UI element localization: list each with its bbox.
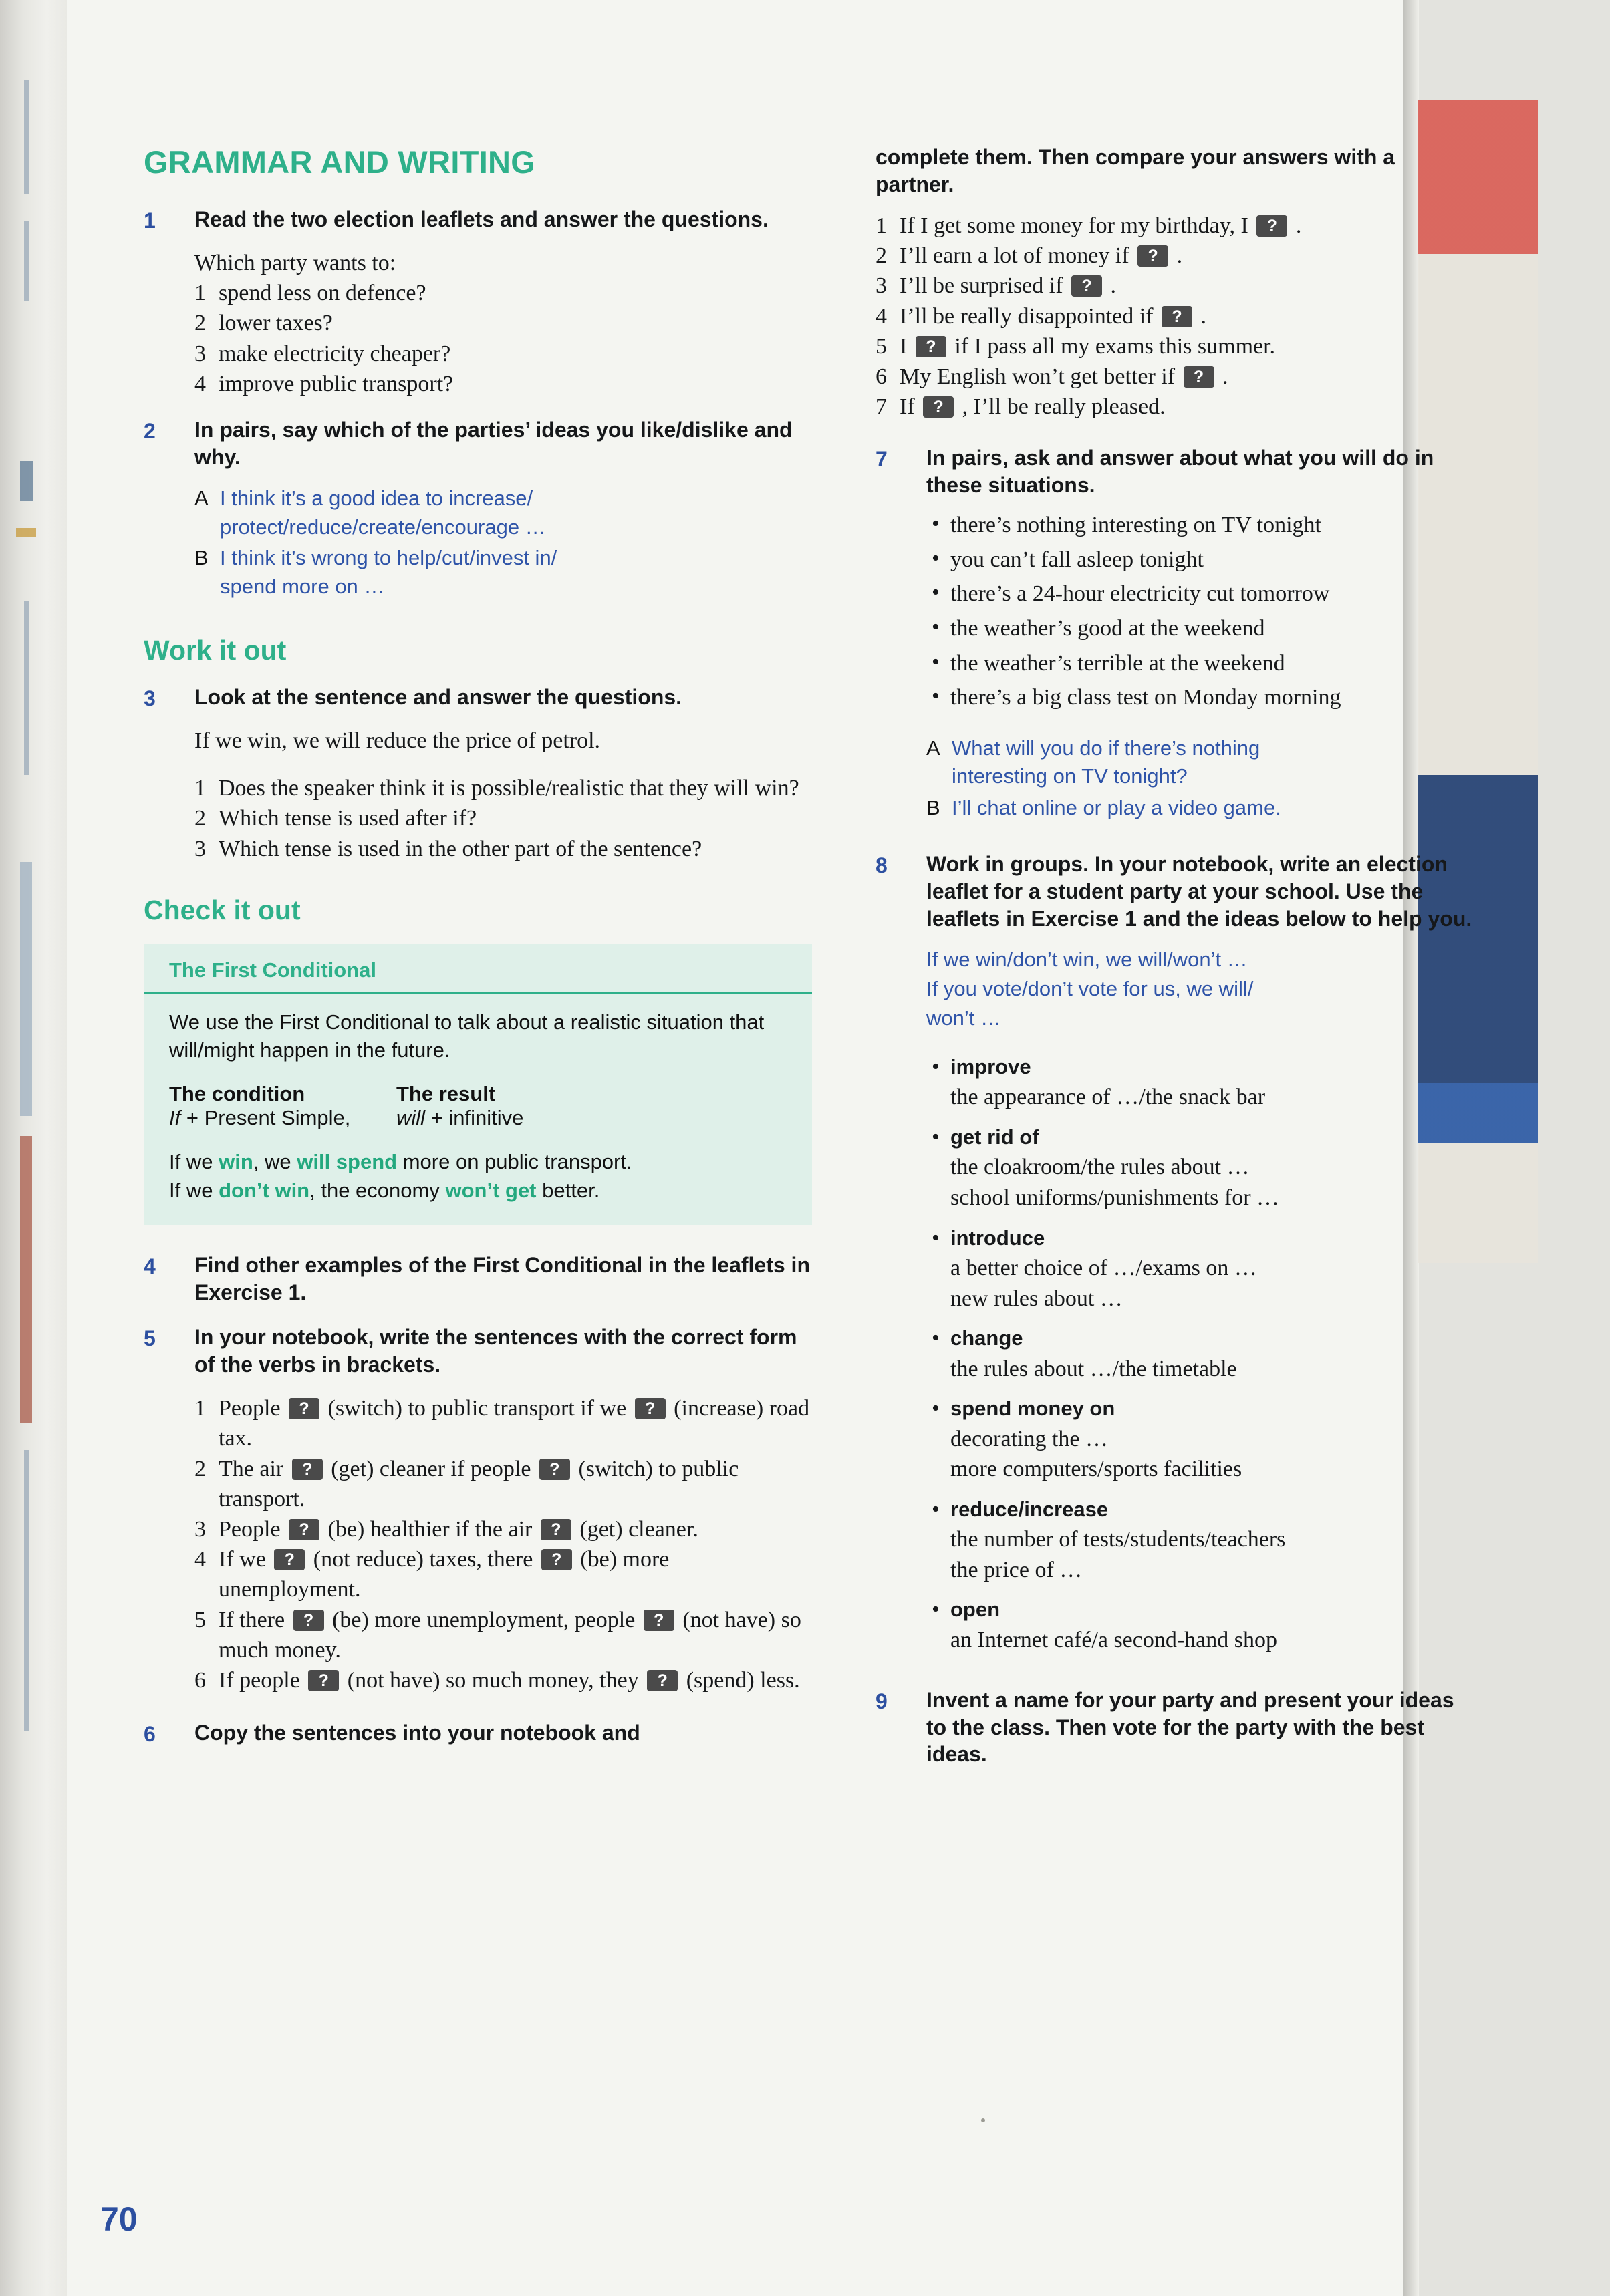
dialog-line [926,734,1477,792]
item-text: If people ? (not have) so much money, they ? (spend) less. [219,1668,800,1693]
item-number: 3 [876,273,887,299]
list-item [876,362,1477,392]
list-item [876,271,1477,301]
model-line: won’t … [926,1006,1001,1030]
dialog-text-line1: What will you do if there’s nothing [952,736,1260,760]
grammar-column-condition [169,1082,396,1130]
idea-line: the cloakroom/the rules about … [950,1155,1250,1180]
list-item [194,369,812,399]
list-item [926,1395,1477,1485]
ideas-list [926,1053,1477,1656]
grammar-box-columns [144,1064,812,1130]
item-text: If I get some money for my birthday, I ? . [900,212,1302,238]
item-text: improve public transport? [219,371,454,396]
grammar-column-result [396,1082,787,1130]
exercise-instruction: Copy the sentences into your notebook and [194,1721,640,1745]
dialog-line [194,484,812,542]
item-number: 2 [194,1456,206,1481]
question-list [194,773,812,864]
list-item: • the weather’s terrible at the weekend [926,648,1477,679]
idea-heading: • improve [950,1054,1031,1079]
idea-heading: • get rid of [950,1125,1039,1149]
item-number: 3 [194,1517,206,1542]
condition-formula [169,1106,350,1129]
list-item [876,301,1477,331]
idea-heading: • reduce/increase [950,1497,1109,1521]
subheading-work-it-out: Work it out [144,635,287,666]
list-item: • there’s nothing interesting on TV tonight [926,510,1477,541]
item-text: If we ? (not reduce) taxes, there ? (be) more unemployment. [219,1547,670,1602]
item-number: 1 [194,1396,206,1421]
list-item [194,834,812,864]
example2-post: better. [536,1178,600,1202]
item-number: 7 [876,394,887,420]
speaker-label: B [194,546,209,570]
list-item [876,331,1477,362]
item-text: Which tense is used in the other part of the sentence? [219,836,702,861]
gap-box[interactable]: ? [1137,245,1168,267]
grammar-example-1 [169,1147,787,1176]
exercise-number: 3 [144,686,156,711]
gap-box[interactable]: ? [1256,215,1287,237]
idea-line: the number of tests/students/teachers [950,1527,1286,1552]
condition-formula-rest: + Present Simple, [186,1105,351,1129]
scan-speck [981,2118,985,2122]
list-item: • there’s a 24-hour electricity cut tomorrow [926,579,1477,609]
page-number: 70 [100,2200,138,2238]
item-text: The air ? (get) cleaner if people ? (switch) to public transport. [219,1456,739,1512]
gap-box[interactable]: ? [916,336,946,357]
situations-list [926,510,1477,712]
example-sentence: If we win, we will reduce the price of petrol. [194,728,601,753]
gap-box[interactable]: ? [289,1519,319,1540]
grammar-box-body: We use the First Conditional to talk about a realistic situation that will/might happen in the future. [169,1010,765,1062]
item-text: If there ? (be) more unemployment, people ? (not have) so much money. [219,1607,801,1663]
exercise-instruction: Work in groups. In your notebook, write an election leaflet for a student party at your school. Use the leaflets in Exercise 1 and the ideas below to help you. [926,851,1472,931]
result-formula-rest: + infinitive [430,1105,524,1129]
gap-box[interactable]: ? [1162,306,1192,327]
idea-line: an Internet café/a second-hand shop [950,1628,1277,1653]
gap-box[interactable]: ? [292,1459,323,1480]
idea-line: decorating the … [950,1426,1109,1451]
exercise-instruction: Find other examples of the First Conditional in the leaflets in Exercise 1. [194,1253,810,1305]
example2-highlight2: won’t get [445,1178,537,1202]
idea-heading: • change [950,1326,1023,1350]
item-text: My English won’t get better if ? . [900,364,1228,389]
list-item [194,1544,812,1604]
exercise-instruction: Read the two election leaflets and answer the questions. [194,207,769,231]
item-number: 4 [876,303,887,329]
model-dialog [926,734,1477,823]
exercise-2 [144,416,812,604]
exercise-1 [144,206,812,399]
gap-box[interactable]: ? [647,1670,678,1691]
item-text: People ? (be) healthier if the air ? (get) cleaner. [219,1517,698,1542]
gap-box[interactable]: ? [293,1610,324,1631]
list-item [876,392,1477,422]
dialog-line [194,544,812,601]
dialog-text-line2: protect/reduce/create/encourage … [220,515,546,539]
list-item [194,1514,812,1544]
dialog-text-line1: I think it’s wrong to help/cut/invest in/ [220,546,557,570]
idea-line: school uniforms/punishments for … [950,1185,1280,1210]
question-list [194,278,812,399]
gap-box[interactable]: ? [923,396,954,418]
exercise-9 [876,1687,1477,1769]
item-text: lower taxes? [219,311,333,336]
list-item [926,1596,1477,1655]
item-text: make electricity cheaper? [219,341,451,366]
example2-pre: If we [169,1178,219,1202]
item-text: I’ll earn a lot of money if ? . [900,243,1183,269]
list-item [194,278,812,308]
gap-box[interactable]: ? [1184,366,1214,388]
item-number: 6 [876,364,887,389]
list-item: • the weather’s good at the weekend [926,613,1477,644]
dialog-text-line2: interesting on TV tonight? [952,764,1188,788]
exercise-instruction: Look at the sentence and answer the questions. [194,685,682,710]
item-text: I’ll be surprised if ? . [900,273,1117,299]
gapfill-list-5 [194,1393,812,1695]
list-item: • there’s a big class test on Monday morning [926,682,1477,713]
example2-mid: , the economy [309,1178,446,1202]
dialog-text: I’ll chat online or play a video game. [952,796,1281,820]
condition-heading: The condition [169,1081,305,1105]
item-text: I’ll be really disappointed if ? . [900,303,1207,329]
list-item [194,1454,812,1514]
exercise-number: 1 [144,208,156,233]
item-number: 4 [194,371,206,396]
dialog-text-line2: spend more on … [220,575,385,599]
idea-line: more computers/sports facilities [950,1457,1242,1482]
example1-pre: If we [169,1149,219,1173]
exercise-6 [144,1719,812,1747]
gap-box[interactable]: ? [541,1519,571,1540]
exercise-4 [144,1252,812,1306]
list-item [194,308,812,338]
condition-formula-italic: If [169,1105,181,1129]
exercise-instruction: In your notebook, write the sentences with the correct form of the verbs in brackets. [194,1325,797,1377]
list-item [876,241,1477,271]
exercise-number: 4 [144,1254,156,1279]
idea-heading: • open [950,1598,1000,1622]
result-formula [396,1106,523,1129]
list-item [194,803,812,833]
exercise-number: 2 [144,419,156,444]
list-item [194,339,812,369]
left-column [144,144,812,1764]
example1-highlight2: will spend [297,1149,398,1173]
exercise-number: 6 [144,1722,156,1747]
exercise-instruction: In pairs, ask and answer about what you will do in these situations. [926,446,1434,498]
idea-heading: • spend money on [950,1397,1115,1421]
subheading-check-it-out: Check it out [144,894,301,925]
example1-highlight1: win [219,1149,253,1173]
item-number: 1 [194,281,206,306]
dialog-text [952,734,1260,792]
model-dialog [194,484,812,601]
item-text: I ? if I pass all my exams this summer. [900,333,1276,359]
exercise-number: 9 [876,1689,888,1713]
page-title: GRAMMAR AND WRITING [144,144,536,180]
grammar-box [144,944,812,1225]
dialog-line [926,794,1477,823]
exercise-number: 5 [144,1326,156,1351]
idea-line: new rules about … [950,1286,1123,1311]
exercise-instruction: complete them. Then compare your answers with a partner. [876,145,1395,196]
result-formula-italic: will [396,1105,426,1129]
item-text: If ? , I’ll be really pleased. [900,394,1166,420]
example2-highlight1: don’t win [219,1178,310,1202]
idea-line: the rules about …/the timetable [950,1356,1237,1381]
list-item [926,1224,1477,1314]
dialog-text [220,484,546,542]
item-number: 1 [194,776,206,801]
exercise-7 [876,444,1477,825]
gap-box[interactable]: ? [1071,275,1102,297]
model-line: If we win/don’t win, we will/won’t … [926,947,1248,971]
list-item [926,1324,1477,1384]
exercise-8 [876,851,1477,1667]
dialog-text [220,544,557,601]
idea-line: the price of … [950,1557,1083,1582]
idea-line: the appearance of …/the snack bar [950,1085,1266,1110]
dialog-text-line1: I think it’s a good idea to increase/ [220,486,533,510]
result-heading: The result [396,1081,496,1105]
exercise-instruction: Invent a name for your party and present your ideas to the class. Then vote for the party with the best ideas. [926,1687,1454,1767]
exercise-5 [144,1324,812,1695]
gap-box[interactable]: ? [539,1459,570,1480]
grammar-box-title: The First Conditional [144,944,812,994]
item-number: 3 [194,341,206,366]
list-item [926,1053,1477,1113]
model-line: If you vote/don’t vote for us, we will/ [926,976,1254,1000]
gap-box[interactable]: ? [644,1610,674,1631]
exercise-6-continued [876,144,1477,422]
gap-box[interactable]: ? [635,1398,666,1419]
model-sentences [926,945,1477,1033]
item-number: 1 [876,212,887,238]
list-item [194,773,812,803]
item-text: Does the speaker think it is possible/realistic that they will win? [219,776,799,801]
list-item [926,1495,1477,1586]
speaker-label: B [926,796,940,820]
gap-box[interactable]: ? [308,1670,339,1691]
right-column [876,144,1477,1785]
gapfill-list-6 [876,210,1477,422]
list-item: • you can’t fall asleep tonight [926,545,1477,575]
example1-mid: , we [253,1149,297,1173]
item-text: spend less on defence? [219,281,426,306]
item-number: 4 [194,1547,206,1572]
speaker-label: A [194,486,209,510]
exercise-3 [144,684,812,864]
list-item [876,210,1477,241]
item-number: 2 [876,243,887,269]
item-number: 2 [194,311,206,336]
example1-post: more on public transport. [397,1149,632,1173]
exercise-instruction: In pairs, say which of the parties’ ideas you like/dislike and why. [194,418,793,469]
item-number: 5 [876,333,887,359]
exercise-number: 7 [876,447,888,472]
item-text: Which tense is used after if? [219,806,477,831]
exercise-lead: Which party wants to: [194,250,396,275]
idea-heading: • introduce [950,1226,1045,1250]
list-item [194,1393,812,1453]
gap-box[interactable]: ? [541,1549,572,1570]
item-number: 2 [194,806,206,831]
gap-box[interactable]: ? [289,1398,319,1419]
item-number: 3 [194,836,206,861]
grammar-box-examples [144,1130,812,1205]
item-text: People ? (switch) to public transport if we ? (increase) road tax. [219,1396,810,1451]
list-item [926,1123,1477,1213]
speaker-label: A [926,736,940,760]
gap-box[interactable]: ? [274,1549,305,1570]
idea-line: a better choice of …/exams on … [950,1256,1257,1281]
item-number: 6 [194,1668,206,1693]
item-number: 5 [194,1607,206,1632]
exercise-number: 8 [876,853,888,877]
list-item [194,1605,812,1665]
grammar-example-2 [169,1176,787,1205]
list-item [194,1665,812,1695]
